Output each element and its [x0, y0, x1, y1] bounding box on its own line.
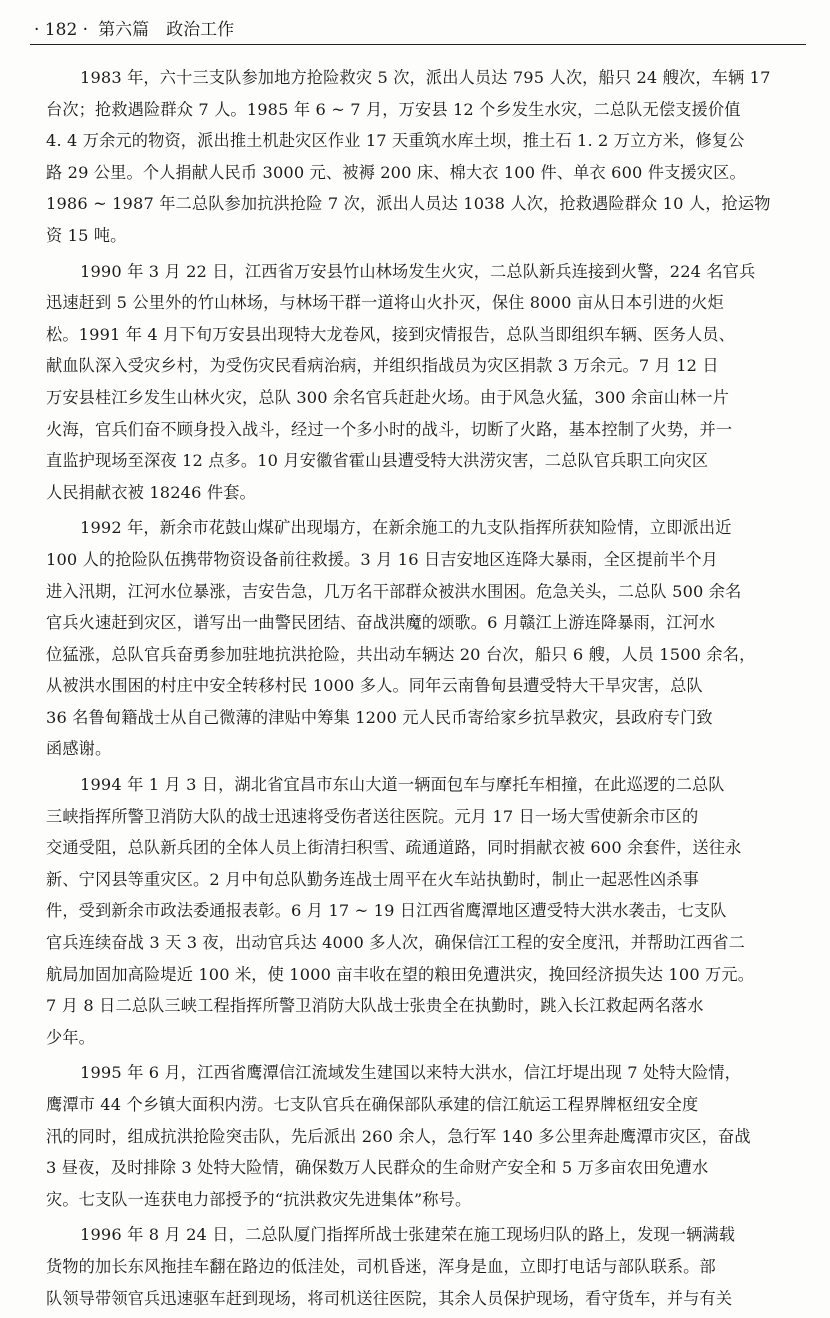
text-line: 1996 年 8 月 24 日，二总队厦门指挥所战士张建荣在施工现场归队的路上，发现一辆满载: [80, 1225, 736, 1245]
page-header: [34, 18, 804, 42]
paragraph: [46, 62, 804, 252]
text-line: 松。1991 年 4 月下旬万安县出现特大龙卷风，接到灾情报告，总队当即组织车辆、医务人员、: [46, 324, 735, 344]
paragraph: [46, 769, 804, 1053]
text-line: 航局加固加高险堤近 100 米，使 1000 亩丰收在望的粮田免遭洪灾，挽回经济损失达 100 万元。: [46, 964, 755, 984]
text-line: 新、宁冈县等重灾区。2 月中旬总队勤务连战士周平在火车站执勤时，制止一起恶性凶杀事: [46, 869, 699, 889]
paragraph: [46, 1219, 804, 1314]
text-line: 台次；抢救遇险群众 7 人。1985 年 6 ~ 7 月，万安县 12 个乡发生水灾，二总队无偿支援价值: [46, 99, 741, 119]
paragraph: [46, 256, 804, 509]
text-line: 汛的同时，组成抗洪抢险突击队，先后派出 260 余人，急行军 140 多公里奔赴鹰潭市灾区，奋战: [46, 1126, 751, 1146]
section-title: 第六篇 政治工作: [98, 20, 235, 40]
text-line: 万安县桂江乡发生山林火灾，总队 300 余名官兵赶赴火场。由于风急火猛，300 余亩山林一片: [46, 387, 730, 407]
text-line: 4. 4 万余元的物资，派出推土机赴灾区作业 17 天重筑水库土坝，推土石 1. 2 万立方米，修复公: [46, 131, 745, 151]
text-line: 三峡指挥所警卫消防大队的战士迅速将受伤者送往医院。元月 17 日一场大雪使新余市区的: [46, 806, 699, 826]
text-line: 鹰潭市 44 个乡镇大面积内涝。七支队官兵在确保部队承建的信江航运工程界牌枢纽安全度: [46, 1095, 699, 1114]
text-line: 直监护现场至深夜 12 点多。10 月安徽省霍山县遭受特大洪涝灾害，二总队官兵职工向灾区: [46, 451, 709, 471]
text-line: 36 名鲁甸籍战士从自己微薄的津贴中筹集 1200 元人民币寄给家乡抗旱救灾，县政府专门致: [46, 707, 713, 727]
text-line: 资 15 吨。: [46, 225, 127, 245]
text-line: 迅速赶到 5 公里外的竹山林场，与林场干群一道将山火扑灭，保住 8000 亩从日本引进的火炬: [46, 293, 724, 313]
text-line: 100 人的抢险队伍携带物资设备前往救援。3 月 16 日吉安地区连降大暴雨，全区提前半个月: [46, 549, 719, 569]
text-line: 位猛涨，总队官兵奋勇参加驻地抗洪抢险，共出动车辆达 20 台次，船只 6 艘，人员 1500 余名，: [46, 644, 756, 664]
text-line: 1994 年 1 月 3 日，湖北省宜昌市东山大道一辆面包车与摩托车相撞，在此巡逻的二总队: [80, 775, 725, 795]
text-line: 7 月 8 日二总队三峡工程指挥所警卫消防大队战士张贵全在执勤时，跳入长江救起两名落水: [46, 996, 704, 1016]
text-line: 路 29 公里。个人捐献人民币 3000 元、被褥 200 床、棉大衣 100 件、单衣 600 件支援灾区。: [46, 162, 746, 182]
text-line: 件，受到新余市政法委通报表彰。6 月 17 ~ 19 日江西省鹰潭地区遭受特大洪水袭击，七支队: [46, 901, 727, 921]
text-line: 货物的加长东风拖挂车翻在路边的低洼处，司机昏迷，浑身是血，立即打电话与部队联系。部: [46, 1256, 716, 1276]
paragraph: [46, 512, 804, 765]
text-line: 1986 ~ 1987 年二总队参加抗洪抢险 7 次，派出人员达 1038 人次，抢救遇险群众 10 人，抢运物: [46, 194, 771, 214]
text-line: 1990 年 3 月 22 日，江西省万安县竹山林场发生火灾，二总队新兵连接到火警，224 名官兵: [80, 261, 756, 281]
text-line: 献血队深入受灾乡村，为受伤灾民看病治病，并组织指战员为灾区捐款 3 万余元。7 月 12 日: [46, 356, 719, 376]
text-line: 从被洪水围困的村庄中安全转移村民 1000 多人。同年云南鲁甸县遭受特大干旱灾害，总队: [46, 676, 703, 696]
text-line: 1995 年 6 月，江西省鹰潭信江流域发生建国以来特大洪水，信江圩堤出现 7 处特大险情，: [80, 1063, 741, 1083]
body-text: [46, 62, 804, 1318]
text-line: 少年。: [46, 1027, 96, 1047]
text-line: 1992 年，新余市花鼓山煤矿出现塌方，在新余施工的九支队指挥所获知险情，立即派出近: [80, 518, 732, 538]
text-line: 3 昼夜，及时排除 3 处特大险情，确保数万人民群众的生命财产安全和 5 万多亩农田免遭水: [46, 1158, 709, 1178]
text-line: 火海，官兵们奋不顾身投入战斗，经过一个多小时的战斗，切断了火路，基本控制了火势，并一: [46, 419, 733, 439]
text-line: 官兵连续奋战 3 天 3 夜，出动官兵达 4000 多人次，确保信江工程的安全度汛，并帮助江西省二: [46, 933, 745, 953]
text-line: 函感谢。: [46, 739, 112, 759]
page-number: · 182 ·: [34, 20, 89, 40]
text-line: 队领导带领官兵迅速驱车赶到现场，将司机送往医院，其余人员保护现场，看守货车，并与有关: [46, 1288, 733, 1308]
text-line: 交通受阻，总队新兵团的全体人员上街清扫积雪、疏通道路，同时捐献衣被 600 余套件，送往永: [46, 838, 742, 858]
text-line: 进入汛期，江河水位暴涨，吉安告急，几万名干部群众被洪水围困。危急关头，二总队 500 余名: [46, 581, 742, 601]
paragraph: [46, 1057, 804, 1215]
text-line: 人民捐献衣被 18246 件套。: [46, 482, 256, 502]
text-line: 灾。七支队一连获电力部授予的“抗洪救灾先进集体”称号。: [46, 1189, 472, 1209]
text-line: 1983 年，六十三支队参加地方抢险救灾 5 次，派出人员达 795 人次，船只 24 艘次，车辆 17: [80, 68, 771, 87]
text-line: 官兵火速赶到灾区，谱写出一曲警民团结、奋战洪魔的颂歌。6 月赣江上游连降暴雨，江河水: [46, 613, 716, 633]
header-rule: [30, 44, 806, 45]
